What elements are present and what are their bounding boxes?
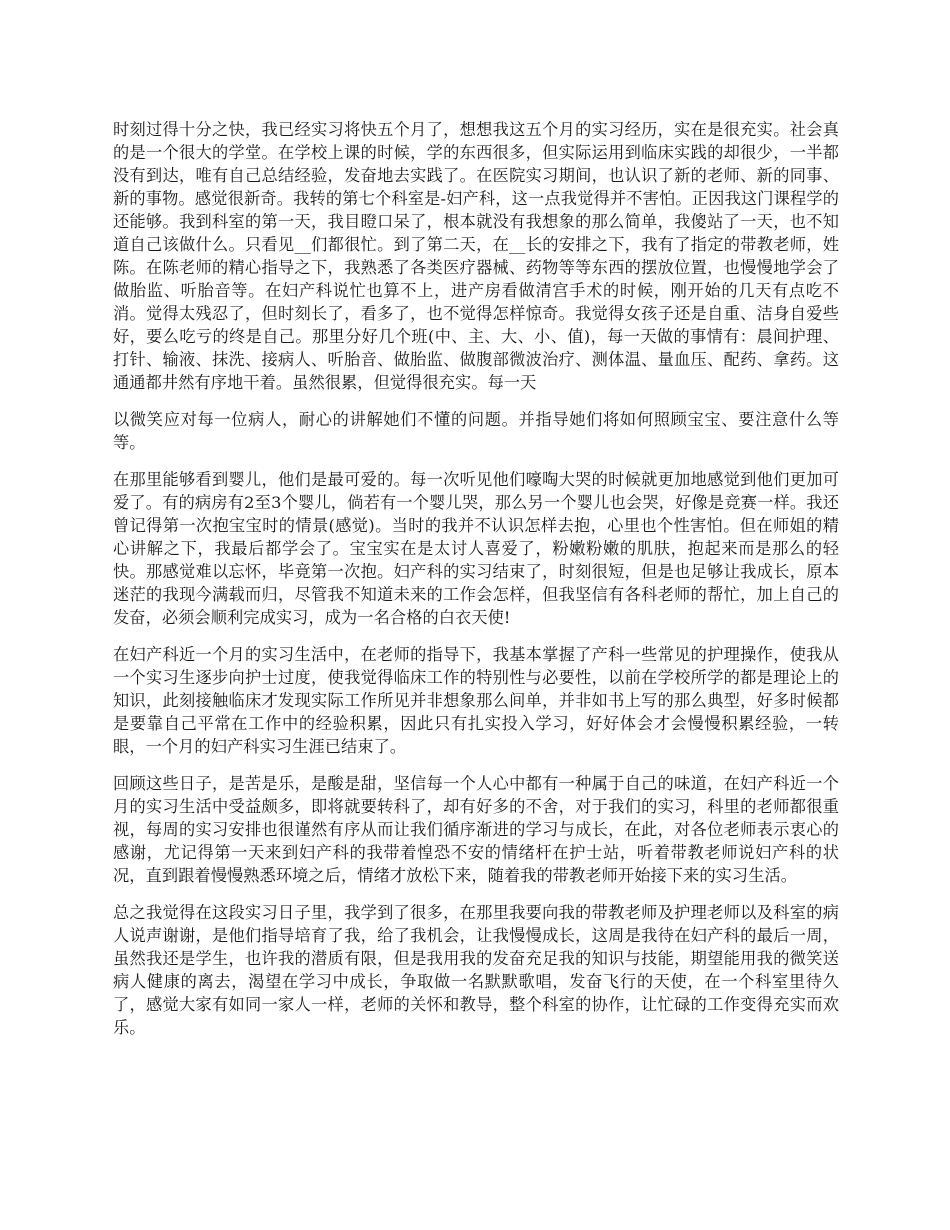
paragraph-4: 在妇产科近一个月的实习生活中，在老师的指导下，我基本掌握了产科一些常见的护理操作，使我从一个实习生逐步向护士过度，使我觉得临床工作的特别性与必要性，以前在学校所学的都是理论上的知识，此刻接触临床才发现实际工作所见并非想象那么间单，并非如书上写的那么典型，好多时候都是要靠自己平常在工作中的经验积累，因此只有扎实投入学习，好好体会才会慢慢积累经验，一转眼，一个月的妇产科实习生涯已结束了。 [113,645,839,756]
paragraph-2: 以微笑应对每一位病人，耐心的讲解她们不懂的问题。并指导她们将如何照顾宝宝、要注意什么等等。 [113,410,839,452]
paragraph-5: 回顾这些日子，是苦是乐，是酸是甜，坚信每一个人心中都有一种属于自己的味道，在妇产科近一个月的实习生活中受益颇多，即将就要转科了，却有好多的不舍，对于我们的实习，科里的老师都很重视，每周的实习安排也很谨然有序从而让我们循序渐进的学习与成长，在此，对各位老师表示衷心的感谢，尤记得第一天来到妇产科的我带着惶恐不安的情绪杆在护士站，听着带教老师说妇产科的状况，直到跟着慢慢熟悉环境之后，情绪才放松下来，随着我的带教老师开始接下来的实习生活。 [113,774,839,885]
document-body [113,118,839,1053]
paragraph-6: 总之我觉得在这段实习日子里，我学到了很多，在那里我要向我的带教老师及护理老师以及科室的病人说声谢谢，是他们指导培育了我，给了我机会，让我慢慢成长，这周是我待在妇产科的最后一周，虽然我还是学生，也许我的潜质有限，但是我用我的发奋充足我的知识与技能，期望能用我的微笑送病人健康的离去，渴望在学习中成长，争取做一名默默歌唱，发奋飞行的天使，在一个科室里待久了，感觉大家有如同一家人一样，老师的关怀和教导，整个科室的协作，让忙碌的工作变得充实而欢乐。 [113,903,839,1037]
paragraph-1: 时刻过得十分之快，我已经实习将快五个月了，想想我这五个月的实习经历，实在是很充实。社会真的是一个很大的学堂。在学校上课的时候，学的东西很多，但实际运用到临床实践的却很少，一半都没有到达，唯有自己总结经验，发奋地去实践了。在医院实习期间，也认识了新的老师、新的同事、新的事物。感觉很新奇。我转的第七个科室是-妇产科，这一点我觉得并不害怕。正因我这门课程学的还能够。我到科室的第一天，我目瞪口呆了，根本就没有我想象的那么简单，我傻站了一天，也不知道自己该做什么。只看见__们都很忙。到了第二天，在__长的安排之下，我有了指定的带教老师，姓陈。在陈老师的精心指导之下，我熟悉了各类医疗器械、药物等等东西的摆放位置，也慢慢地学会了做胎监、听胎音等。在妇产科说忙也算不上，进产房看做清宫手术的时候，刚开始的几天有点吃不消。觉得太残忍了，但时刻长了，看多了，也不觉得怎样惊奇。我觉得女孩子还是自重、洁身自爱些好，要么吃亏的终是自己。那里分好几个班(中、主、大、小、值)，每一天做的事情有：晨间护理、打针、输液、抹洗、接病人、听胎音、做胎监、做腹部微波治疗、测体温、量血压、配药、拿药。这通通都井然有序地干着。虽然很累，但觉得很充实。每一天 [113,120,839,392]
paragraph-3: 在那里能够看到婴儿，他们是最可爱的。每一次听见他们嚎啕大哭的时候就更加地感觉到他们更加可爱了。有的病房有2至3个婴儿，倘若有一个婴儿哭，那么另一个婴儿也会哭，好像是竞赛一样。我还曾记得第一次抱宝宝时的情景(感觉)。当时的我并不认识怎样去抱，心里也个性害怕。但在师姐的精心讲解之下，我最后都学会了。宝宝实在是太讨人喜爱了，粉嫩粉嫩的肌肤，抱起来而是那么的轻快。那感觉难以忘怀，毕竟第一次抱。妇产科的实习结束了，时刻很短，但是也足够让我成长，原本迷茫的我现今满载而归，尽管我不知道未来的工作会怎样，但我坚信有各科老师的帮忙，加上自己的发奋，必须会顺利完成实习，成为一名合格的白衣天使! [113,470,839,627]
